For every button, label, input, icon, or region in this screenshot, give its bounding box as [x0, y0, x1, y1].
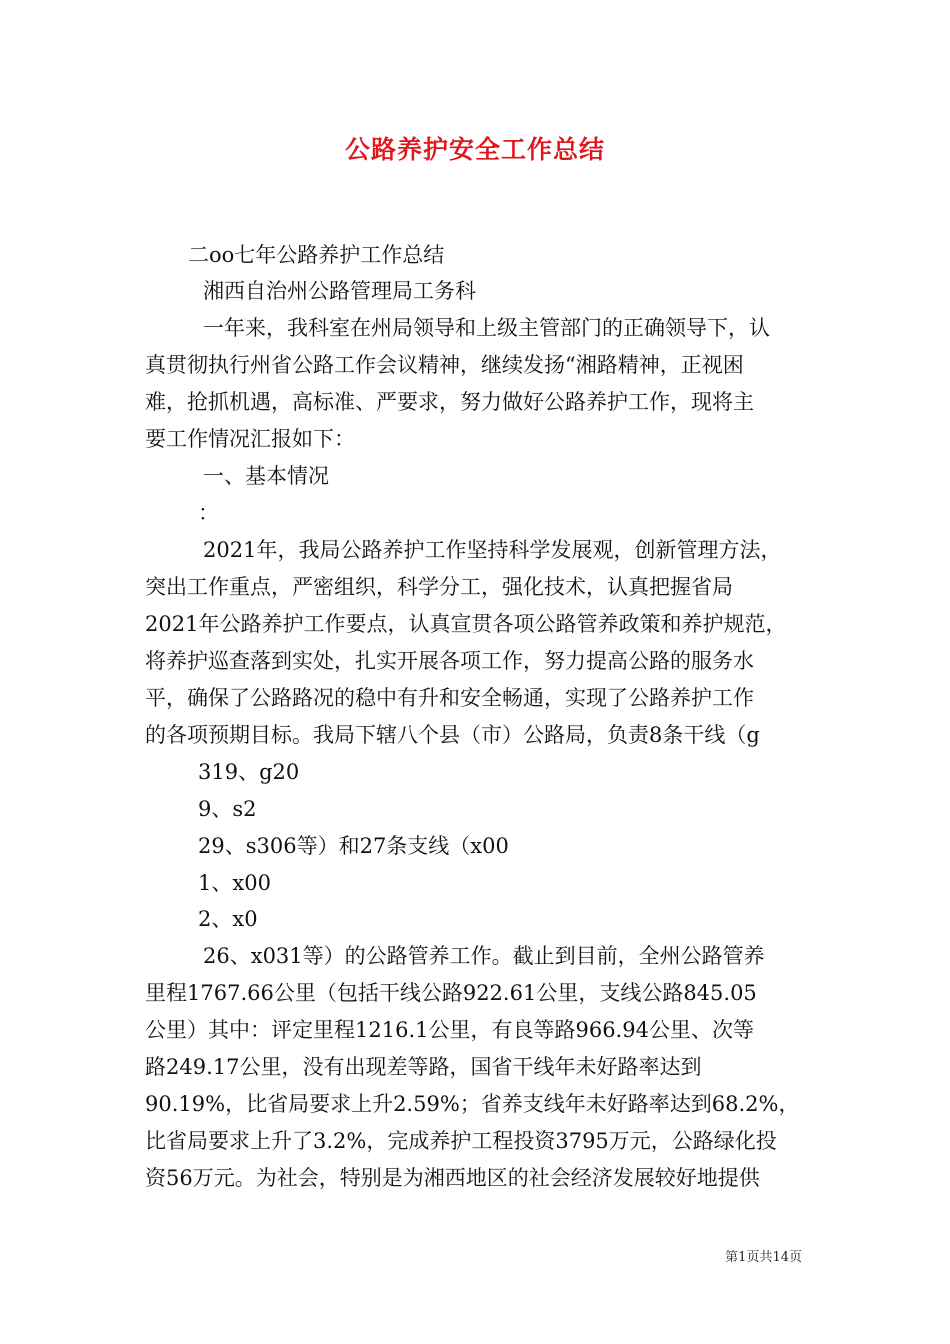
page-number: 第1页共14页 — [725, 1250, 802, 1265]
text-line: 湘西自治州公路管理局工务科 — [203, 279, 476, 303]
text-line: 29、s306等）和27条支线（x00 — [198, 834, 509, 858]
text-line: 公里）其中：评定里程1216.1公里，有良等路966.94公里、次等 — [145, 1018, 754, 1042]
text-line: 真贯彻执行州省公路工作会议精神，继续发扬“湘路精神，正视困 — [145, 353, 744, 377]
text-line: 90.19%，比省局要求上升2.59%；省养支线年未好路率达到68.2%， — [145, 1092, 800, 1116]
text-line: 资56万元。为社会，特别是为湘西地区的社会经济发展较好地提供 — [145, 1166, 760, 1190]
text-line: 突出工作重点，严密组织，科学分工，强化技术，认真把握省局 — [145, 575, 733, 599]
text-line: 319、g20 — [198, 760, 300, 784]
text-line: 2、x0 — [198, 907, 258, 931]
text-line: 2021年，我局公路养护工作坚持科学发展观，创新管理方法， — [203, 538, 782, 562]
text-line: 比省局要求上升了3.2%，完成养护工程投资3795万元，公路绿化投 — [145, 1129, 777, 1153]
text-line: 一年来，我科室在州局领导和上级主管部门的正确领导下，认 — [203, 316, 770, 340]
text-line: 里程1767.66公里（包括干线公路922.61公里，支线公路845.05 — [145, 981, 757, 1005]
text-line: 难，抢抓机遇，高标准、严要求，努力做好公路养护工作，现将主 — [145, 390, 754, 414]
text-line: 2021年公路养护工作要点，认真宣贯各项公路管养政策和养护规范， — [145, 612, 787, 636]
text-line: 9、s2 — [198, 797, 257, 821]
text-line: 26、x031等）的公路管养工作。截止到目前，全州公路管养 — [203, 944, 765, 968]
text-line: 要工作情况汇报如下： — [145, 427, 355, 451]
text-line: 将养护巡查落到实处，扎实开展各项工作，努力提高公路的服务水 — [145, 649, 754, 673]
text-line: 1、x00 — [198, 871, 271, 895]
document-title: 公路养护安全工作总结 — [344, 135, 605, 164]
text-line: 二oo七年公路养护工作总结 — [188, 243, 445, 267]
text-line: 平，确保了公路路况的稳中有升和安全畅通，实现了公路养护工作 — [145, 686, 754, 710]
text-line: 路249.17公里，没有出现差等路，国省干线年未好路率达到 — [145, 1055, 702, 1079]
text-line: 的各项预期目标。我局下辖八个县（市）公路局，负责8条干线（g — [145, 723, 760, 747]
section-heading: 一、基本情况 — [203, 464, 329, 488]
text-line: ： — [198, 501, 219, 525]
